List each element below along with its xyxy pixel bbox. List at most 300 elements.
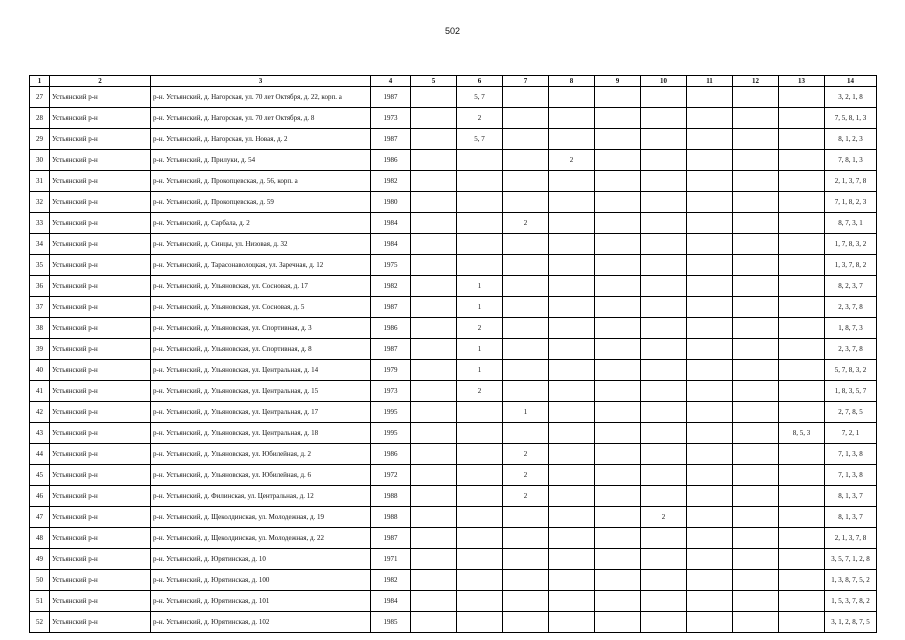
district-name-cell: Устьянский р-н bbox=[50, 423, 151, 444]
col-12-cell bbox=[733, 150, 779, 171]
col-11-cell bbox=[687, 423, 733, 444]
district-name-cell: Устьянский р-н bbox=[50, 570, 151, 591]
col-5-cell bbox=[411, 465, 457, 486]
col-8-cell bbox=[549, 87, 595, 108]
col-7-cell bbox=[503, 318, 549, 339]
address-cell: р-н. Устьянский, д. Прокопцевская, д. 56, корп. а bbox=[151, 171, 371, 192]
col-12-cell bbox=[733, 381, 779, 402]
col-9-cell bbox=[595, 591, 641, 612]
col-10-cell bbox=[641, 465, 687, 486]
col-5-cell bbox=[411, 549, 457, 570]
table-row bbox=[30, 549, 877, 570]
col-10-cell bbox=[641, 381, 687, 402]
table-row bbox=[30, 591, 877, 612]
col-12-cell bbox=[733, 234, 779, 255]
row-number-cell: 32 bbox=[30, 192, 50, 213]
codes-cell: 2, 1, 3, 7, 8 bbox=[825, 528, 877, 549]
codes-cell: 7, 1, 8, 2, 3 bbox=[825, 192, 877, 213]
district-name-cell: Устьянский р-н bbox=[50, 171, 151, 192]
col-10-cell bbox=[641, 528, 687, 549]
column-header-12: 12 bbox=[733, 76, 779, 87]
col-9-cell bbox=[595, 507, 641, 528]
col-8-cell bbox=[549, 234, 595, 255]
col-7-cell bbox=[503, 528, 549, 549]
col-5-cell bbox=[411, 108, 457, 129]
col-12-cell bbox=[733, 171, 779, 192]
col-13-cell bbox=[779, 444, 825, 465]
col-9-cell bbox=[595, 444, 641, 465]
col-6-cell bbox=[457, 591, 503, 612]
col-10-cell: 2 bbox=[641, 507, 687, 528]
col-10-cell bbox=[641, 108, 687, 129]
col-8-cell bbox=[549, 255, 595, 276]
district-name-cell: Устьянский р-н bbox=[50, 591, 151, 612]
codes-cell: 8, 1, 3, 7 bbox=[825, 486, 877, 507]
year-cell: 1982 bbox=[371, 570, 411, 591]
col-13-cell bbox=[779, 402, 825, 423]
district-name-cell: Устьянский р-н bbox=[50, 444, 151, 465]
col-13-cell bbox=[779, 255, 825, 276]
address-cell: р-н. Устьянский, д. Ульяновская, ул. Юбилейная, д. 6 bbox=[151, 465, 371, 486]
col-10-cell bbox=[641, 87, 687, 108]
row-number-cell: 42 bbox=[30, 402, 50, 423]
col-11-cell bbox=[687, 297, 733, 318]
year-cell: 1973 bbox=[371, 108, 411, 129]
col-11-cell bbox=[687, 276, 733, 297]
address-cell: р-н. Устьянский, д. Юрятинская, д. 101 bbox=[151, 591, 371, 612]
col-6-cell bbox=[457, 570, 503, 591]
year-cell: 1984 bbox=[371, 234, 411, 255]
column-header-8: 8 bbox=[549, 76, 595, 87]
col-8-cell bbox=[549, 612, 595, 633]
col-7-cell bbox=[503, 297, 549, 318]
col-6-cell bbox=[457, 507, 503, 528]
year-cell: 1995 bbox=[371, 423, 411, 444]
col-13-cell bbox=[779, 549, 825, 570]
col-11-cell bbox=[687, 486, 733, 507]
col-8-cell: 2 bbox=[549, 150, 595, 171]
col-11-cell bbox=[687, 192, 733, 213]
row-number-cell: 50 bbox=[30, 570, 50, 591]
col-8-cell bbox=[549, 444, 595, 465]
col-8-cell bbox=[549, 360, 595, 381]
col-6-cell bbox=[457, 465, 503, 486]
col-11-cell bbox=[687, 444, 733, 465]
col-6-cell bbox=[457, 402, 503, 423]
col-11-cell bbox=[687, 549, 733, 570]
row-number-cell: 52 bbox=[30, 612, 50, 633]
col-9-cell bbox=[595, 87, 641, 108]
col-7-cell bbox=[503, 570, 549, 591]
col-11-cell bbox=[687, 591, 733, 612]
col-9-cell bbox=[595, 297, 641, 318]
col-8-cell bbox=[549, 549, 595, 570]
codes-cell: 2, 3, 7, 8 bbox=[825, 339, 877, 360]
col-8-cell bbox=[549, 339, 595, 360]
year-cell: 1972 bbox=[371, 465, 411, 486]
year-cell: 1971 bbox=[371, 549, 411, 570]
table-row bbox=[30, 507, 877, 528]
row-number-cell: 47 bbox=[30, 507, 50, 528]
row-number-cell: 27 bbox=[30, 87, 50, 108]
col-6-cell: 5, 7 bbox=[457, 129, 503, 150]
codes-cell: 1, 3, 7, 8, 2 bbox=[825, 255, 877, 276]
row-number-cell: 44 bbox=[30, 444, 50, 465]
year-cell: 1986 bbox=[371, 318, 411, 339]
header-row bbox=[30, 76, 877, 87]
col-11-cell bbox=[687, 507, 733, 528]
col-7-cell bbox=[503, 129, 549, 150]
col-8-cell bbox=[549, 213, 595, 234]
col-12-cell bbox=[733, 297, 779, 318]
col-9-cell bbox=[595, 423, 641, 444]
codes-cell: 2, 3, 7, 8 bbox=[825, 297, 877, 318]
col-8-cell bbox=[549, 486, 595, 507]
col-11-cell bbox=[687, 108, 733, 129]
col-8-cell bbox=[549, 570, 595, 591]
col-6-cell bbox=[457, 150, 503, 171]
table-row bbox=[30, 423, 877, 444]
col-11-cell bbox=[687, 318, 733, 339]
col-9-cell bbox=[595, 171, 641, 192]
col-6-cell bbox=[457, 528, 503, 549]
col-12-cell bbox=[733, 612, 779, 633]
year-cell: 1980 bbox=[371, 192, 411, 213]
codes-cell: 1, 8, 3, 5, 7 bbox=[825, 381, 877, 402]
address-cell: р-н. Устьянский, д. Тарасонаволоцкая, ул. Заречная, д. 12 bbox=[151, 255, 371, 276]
col-9-cell bbox=[595, 213, 641, 234]
col-6-cell: 1 bbox=[457, 339, 503, 360]
col-11-cell bbox=[687, 612, 733, 633]
column-header-9: 9 bbox=[595, 76, 641, 87]
address-cell: р-н. Устьянский, д. Нагорская, ул. 70 лет Октября, д. 8 bbox=[151, 108, 371, 129]
col-6-cell: 2 bbox=[457, 381, 503, 402]
address-cell: р-н. Устьянский, д. Ульяновская, ул. Центральная, д. 14 bbox=[151, 360, 371, 381]
col-5-cell bbox=[411, 276, 457, 297]
row-number-cell: 48 bbox=[30, 528, 50, 549]
district-name-cell: Устьянский р-н bbox=[50, 402, 151, 423]
year-cell: 1985 bbox=[371, 612, 411, 633]
district-name-cell: Устьянский р-н bbox=[50, 318, 151, 339]
table-row bbox=[30, 192, 877, 213]
codes-cell: 3, 2, 1, 8 bbox=[825, 87, 877, 108]
address-cell: р-н. Устьянский, д. Ульяновская, ул. Юбилейная, д. 2 bbox=[151, 444, 371, 465]
row-number-cell: 49 bbox=[30, 549, 50, 570]
table-row bbox=[30, 318, 877, 339]
col-13-cell bbox=[779, 360, 825, 381]
column-header-6: 6 bbox=[457, 76, 503, 87]
row-number-cell: 33 bbox=[30, 213, 50, 234]
col-12-cell bbox=[733, 465, 779, 486]
col-11-cell bbox=[687, 465, 733, 486]
row-number-cell: 37 bbox=[30, 297, 50, 318]
table-row bbox=[30, 129, 877, 150]
col-10-cell bbox=[641, 339, 687, 360]
district-name-cell: Устьянский р-н bbox=[50, 339, 151, 360]
col-13-cell bbox=[779, 507, 825, 528]
col-11-cell bbox=[687, 213, 733, 234]
col-12-cell bbox=[733, 528, 779, 549]
page-number: 502 bbox=[444, 26, 461, 36]
table-row bbox=[30, 150, 877, 171]
col-10-cell bbox=[641, 234, 687, 255]
district-name-cell: Устьянский р-н bbox=[50, 234, 151, 255]
col-9-cell bbox=[595, 570, 641, 591]
col-5-cell bbox=[411, 381, 457, 402]
col-6-cell bbox=[457, 192, 503, 213]
column-header-10: 10 bbox=[641, 76, 687, 87]
col-13-cell bbox=[779, 192, 825, 213]
col-5-cell bbox=[411, 444, 457, 465]
col-5-cell bbox=[411, 171, 457, 192]
codes-cell: 8, 7, 3, 1 bbox=[825, 213, 877, 234]
col-12-cell bbox=[733, 318, 779, 339]
registry-table bbox=[29, 75, 877, 633]
codes-cell: 1, 3, 8, 7, 5, 2 bbox=[825, 570, 877, 591]
col-9-cell bbox=[595, 381, 641, 402]
col-7-cell bbox=[503, 549, 549, 570]
col-6-cell bbox=[457, 612, 503, 633]
col-6-cell bbox=[457, 255, 503, 276]
col-12-cell bbox=[733, 570, 779, 591]
table-row bbox=[30, 171, 877, 192]
column-header-7: 7 bbox=[503, 76, 549, 87]
col-7-cell bbox=[503, 255, 549, 276]
col-5-cell bbox=[411, 402, 457, 423]
col-9-cell bbox=[595, 402, 641, 423]
column-header-3: 3 bbox=[151, 76, 371, 87]
row-number-cell: 38 bbox=[30, 318, 50, 339]
col-7-cell bbox=[503, 234, 549, 255]
table-row bbox=[30, 402, 877, 423]
col-5-cell bbox=[411, 528, 457, 549]
col-6-cell: 2 bbox=[457, 318, 503, 339]
col-13-cell bbox=[779, 171, 825, 192]
col-7-cell: 2 bbox=[503, 444, 549, 465]
col-8-cell bbox=[549, 129, 595, 150]
col-9-cell bbox=[595, 549, 641, 570]
col-9-cell bbox=[595, 318, 641, 339]
district-name-cell: Устьянский р-н bbox=[50, 192, 151, 213]
col-6-cell bbox=[457, 486, 503, 507]
row-number-cell: 46 bbox=[30, 486, 50, 507]
col-11-cell bbox=[687, 570, 733, 591]
address-cell: р-н. Устьянский, д. Щеколдинская, ул. Молодежная, д. 19 bbox=[151, 507, 371, 528]
codes-cell: 7, 2, 1 bbox=[825, 423, 877, 444]
district-name-cell: Устьянский р-н bbox=[50, 150, 151, 171]
row-number-cell: 34 bbox=[30, 234, 50, 255]
col-11-cell bbox=[687, 255, 733, 276]
col-9-cell bbox=[595, 528, 641, 549]
col-10-cell bbox=[641, 276, 687, 297]
col-10-cell bbox=[641, 129, 687, 150]
table-row bbox=[30, 381, 877, 402]
col-7-cell bbox=[503, 339, 549, 360]
year-cell: 1987 bbox=[371, 87, 411, 108]
year-cell: 1973 bbox=[371, 381, 411, 402]
col-11-cell bbox=[687, 528, 733, 549]
codes-cell: 1, 8, 7, 3 bbox=[825, 318, 877, 339]
col-8-cell bbox=[549, 276, 595, 297]
col-7-cell bbox=[503, 87, 549, 108]
col-12-cell bbox=[733, 339, 779, 360]
codes-cell: 1, 7, 8, 3, 2 bbox=[825, 234, 877, 255]
year-cell: 1984 bbox=[371, 591, 411, 612]
year-cell: 1982 bbox=[371, 171, 411, 192]
col-13-cell bbox=[779, 339, 825, 360]
col-9-cell bbox=[595, 108, 641, 129]
year-cell: 1987 bbox=[371, 129, 411, 150]
col-5-cell bbox=[411, 87, 457, 108]
col-9-cell bbox=[595, 150, 641, 171]
col-9-cell bbox=[595, 612, 641, 633]
col-11-cell bbox=[687, 150, 733, 171]
address-cell: р-н. Устьянский, д. Нагорская, ул. 70 лет Октября, д. 22, корп. а bbox=[151, 87, 371, 108]
col-6-cell bbox=[457, 234, 503, 255]
col-5-cell bbox=[411, 486, 457, 507]
col-13-cell bbox=[779, 129, 825, 150]
col-8-cell bbox=[549, 591, 595, 612]
col-11-cell bbox=[687, 171, 733, 192]
col-10-cell bbox=[641, 612, 687, 633]
col-12-cell bbox=[733, 423, 779, 444]
col-5-cell bbox=[411, 423, 457, 444]
address-cell: р-н. Устьянский, д. Прилуки, д. 54 bbox=[151, 150, 371, 171]
column-header-14: 14 bbox=[825, 76, 877, 87]
col-13-cell bbox=[779, 234, 825, 255]
col-8-cell bbox=[549, 423, 595, 444]
year-cell: 1984 bbox=[371, 213, 411, 234]
col-13-cell bbox=[779, 297, 825, 318]
col-10-cell bbox=[641, 591, 687, 612]
col-10-cell bbox=[641, 318, 687, 339]
column-header-11: 11 bbox=[687, 76, 733, 87]
col-10-cell bbox=[641, 360, 687, 381]
address-cell: р-н. Устьянский, д. Юрятинская, д. 102 bbox=[151, 612, 371, 633]
codes-cell: 8, 1, 2, 3 bbox=[825, 129, 877, 150]
address-cell: р-н. Устьянский, д. Юрятинская, д. 10 bbox=[151, 549, 371, 570]
col-12-cell bbox=[733, 507, 779, 528]
col-13-cell bbox=[779, 318, 825, 339]
col-10-cell bbox=[641, 297, 687, 318]
col-6-cell bbox=[457, 444, 503, 465]
col-13-cell bbox=[779, 276, 825, 297]
year-cell: 1995 bbox=[371, 402, 411, 423]
year-cell: 1987 bbox=[371, 528, 411, 549]
col-11-cell bbox=[687, 234, 733, 255]
col-7-cell bbox=[503, 150, 549, 171]
col-5-cell bbox=[411, 570, 457, 591]
col-13-cell: 8, 5, 3 bbox=[779, 423, 825, 444]
col-13-cell bbox=[779, 108, 825, 129]
col-7-cell bbox=[503, 108, 549, 129]
col-10-cell bbox=[641, 486, 687, 507]
col-10-cell bbox=[641, 444, 687, 465]
table-row bbox=[30, 87, 877, 108]
row-number-cell: 43 bbox=[30, 423, 50, 444]
col-7-cell bbox=[503, 381, 549, 402]
col-10-cell bbox=[641, 192, 687, 213]
table-row bbox=[30, 360, 877, 381]
col-13-cell bbox=[779, 87, 825, 108]
year-cell: 1988 bbox=[371, 507, 411, 528]
address-cell: р-н. Устьянский, д. Филинская, ул. Центральная, д. 12 bbox=[151, 486, 371, 507]
table-row bbox=[30, 108, 877, 129]
col-5-cell bbox=[411, 612, 457, 633]
col-11-cell bbox=[687, 381, 733, 402]
col-12-cell bbox=[733, 213, 779, 234]
codes-cell: 7, 5, 8, 1, 3 bbox=[825, 108, 877, 129]
col-6-cell bbox=[457, 213, 503, 234]
col-6-cell bbox=[457, 171, 503, 192]
col-13-cell bbox=[779, 150, 825, 171]
col-8-cell bbox=[549, 528, 595, 549]
col-10-cell bbox=[641, 150, 687, 171]
address-cell: р-н. Устьянский, д. Ульяновская, ул. Сосновая, д. 17 bbox=[151, 276, 371, 297]
col-9-cell bbox=[595, 192, 641, 213]
col-12-cell bbox=[733, 276, 779, 297]
column-header-1: 1 bbox=[30, 76, 50, 87]
address-cell: р-н. Устьянский, д. Ульяновская, ул. Сосновая, д. 5 bbox=[151, 297, 371, 318]
col-5-cell bbox=[411, 213, 457, 234]
column-header-4: 4 bbox=[371, 76, 411, 87]
col-12-cell bbox=[733, 591, 779, 612]
codes-cell: 1, 5, 3, 7, 8, 2 bbox=[825, 591, 877, 612]
col-9-cell bbox=[595, 339, 641, 360]
col-12-cell bbox=[733, 486, 779, 507]
codes-cell: 7, 1, 3, 8 bbox=[825, 465, 877, 486]
table-row bbox=[30, 297, 877, 318]
table-row bbox=[30, 612, 877, 633]
codes-cell: 7, 8, 1, 3 bbox=[825, 150, 877, 171]
col-6-cell: 1 bbox=[457, 360, 503, 381]
col-9-cell bbox=[595, 129, 641, 150]
col-9-cell bbox=[595, 465, 641, 486]
col-10-cell bbox=[641, 213, 687, 234]
address-cell: р-н. Устьянский, д. Сарбала, д. 2 bbox=[151, 213, 371, 234]
col-10-cell bbox=[641, 570, 687, 591]
row-number-cell: 29 bbox=[30, 129, 50, 150]
district-name-cell: Устьянский р-н bbox=[50, 297, 151, 318]
year-cell: 1979 bbox=[371, 360, 411, 381]
col-13-cell bbox=[779, 612, 825, 633]
district-name-cell: Устьянский р-н bbox=[50, 129, 151, 150]
col-5-cell bbox=[411, 150, 457, 171]
col-7-cell bbox=[503, 192, 549, 213]
col-6-cell bbox=[457, 423, 503, 444]
table-row bbox=[30, 528, 877, 549]
col-5-cell bbox=[411, 192, 457, 213]
year-cell: 1987 bbox=[371, 339, 411, 360]
row-number-cell: 40 bbox=[30, 360, 50, 381]
table-row bbox=[30, 213, 877, 234]
year-cell: 1986 bbox=[371, 150, 411, 171]
table-row bbox=[30, 486, 877, 507]
address-cell: р-н. Устьянский, д. Ульяновская, ул. Центральная, д. 18 bbox=[151, 423, 371, 444]
col-12-cell bbox=[733, 255, 779, 276]
district-name-cell: Устьянский р-н bbox=[50, 276, 151, 297]
col-12-cell bbox=[733, 444, 779, 465]
row-number-cell: 28 bbox=[30, 108, 50, 129]
col-10-cell bbox=[641, 402, 687, 423]
col-10-cell bbox=[641, 549, 687, 570]
col-12-cell bbox=[733, 129, 779, 150]
col-6-cell bbox=[457, 549, 503, 570]
year-cell: 1988 bbox=[371, 486, 411, 507]
row-number-cell: 30 bbox=[30, 150, 50, 171]
table-row bbox=[30, 339, 877, 360]
col-7-cell bbox=[503, 612, 549, 633]
